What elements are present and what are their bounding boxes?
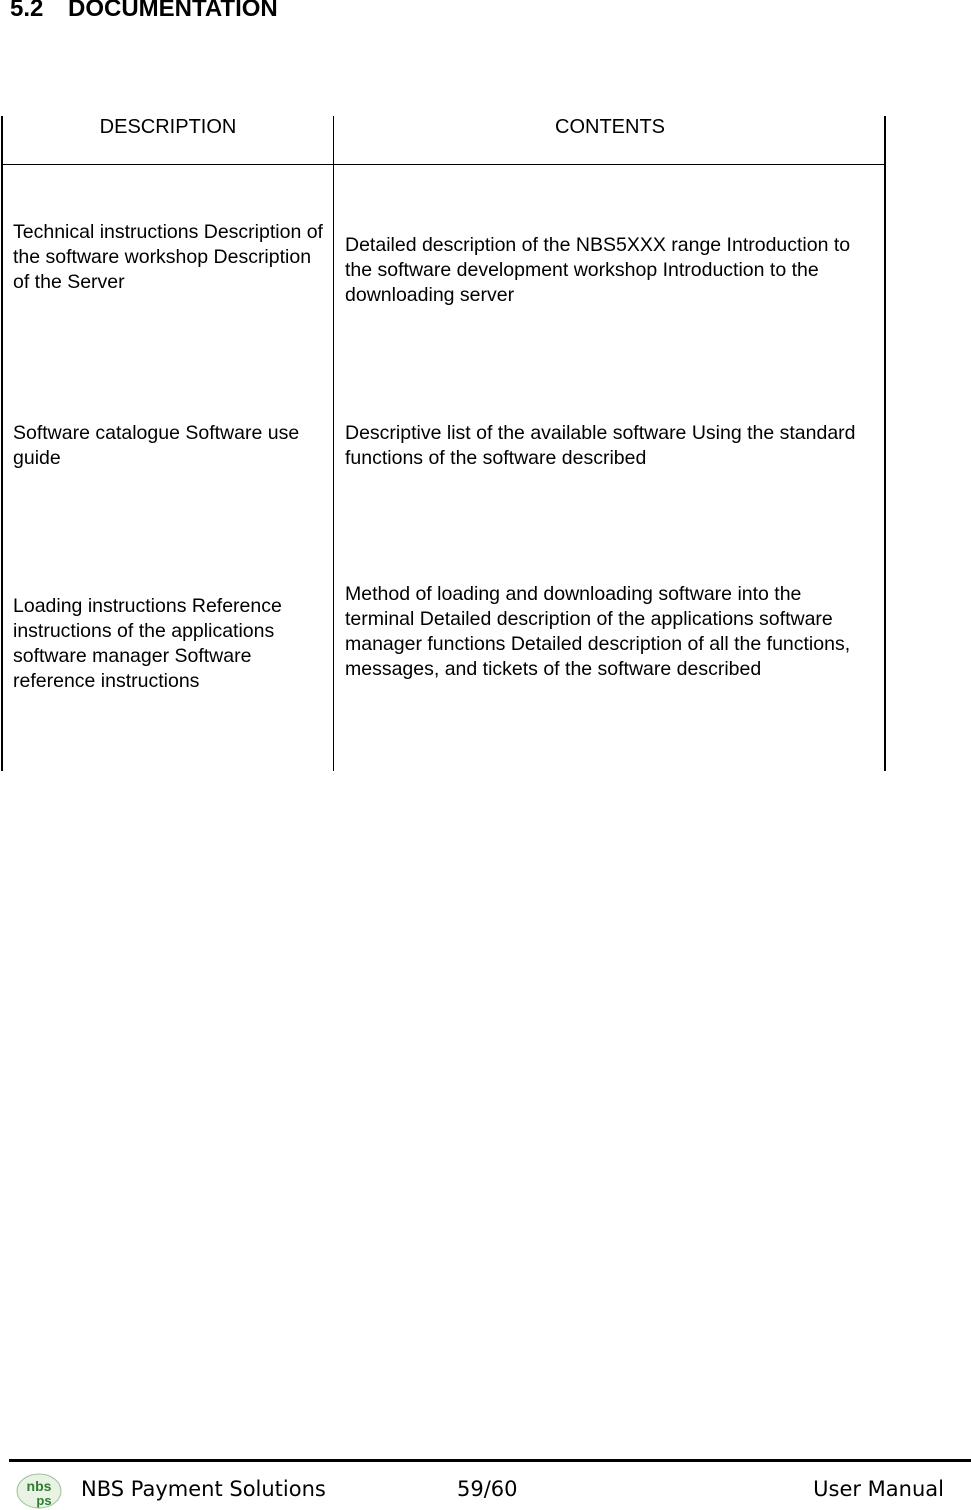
description-column-header: DESCRIPTION <box>99 116 237 138</box>
row-3-contents: Method of loading and downloading software into the terminal Detailed description of the applications software manager functions Detailed description of all the functions, messages, and tickets of the software described <box>345 583 851 680</box>
header-divider <box>3 164 884 165</box>
contents-column-header: CONTENTS <box>555 116 665 138</box>
row-3-description: Loading instructions Reference instructions of the applications software manager Software reference instructions <box>13 595 282 692</box>
row-2-contents: Descriptive list of the available software Using the standard functions of the software described <box>345 422 856 469</box>
logo-text-top: nbs <box>26 1478 52 1494</box>
section-number: 5.2 <box>10 0 44 22</box>
nbs-logo-icon <box>16 1472 62 1510</box>
document-name: User Manual <box>813 1477 944 1501</box>
column-divider <box>333 116 334 771</box>
page-footer <box>0 1466 971 1509</box>
documentation-table <box>1 116 886 771</box>
section-title: DOCUMENTATION <box>68 0 278 22</box>
row-2-description: Software catalogue Software use guide <box>13 422 300 469</box>
row-1-description: Technical instructions Description of the software workshop Description of the Server <box>13 221 323 293</box>
logo-text-bottom: ps <box>36 1493 52 1508</box>
footer-divider <box>9 1459 971 1462</box>
footer-company: NBS Payment Solutions <box>81 1477 326 1501</box>
section-heading <box>10 0 278 23</box>
row-1-contents: Detailed description of the NBS5XXX range Introduction to the software development workshop Introduction to the downloading server <box>345 234 851 306</box>
page-number: 59/60 <box>457 1477 518 1501</box>
